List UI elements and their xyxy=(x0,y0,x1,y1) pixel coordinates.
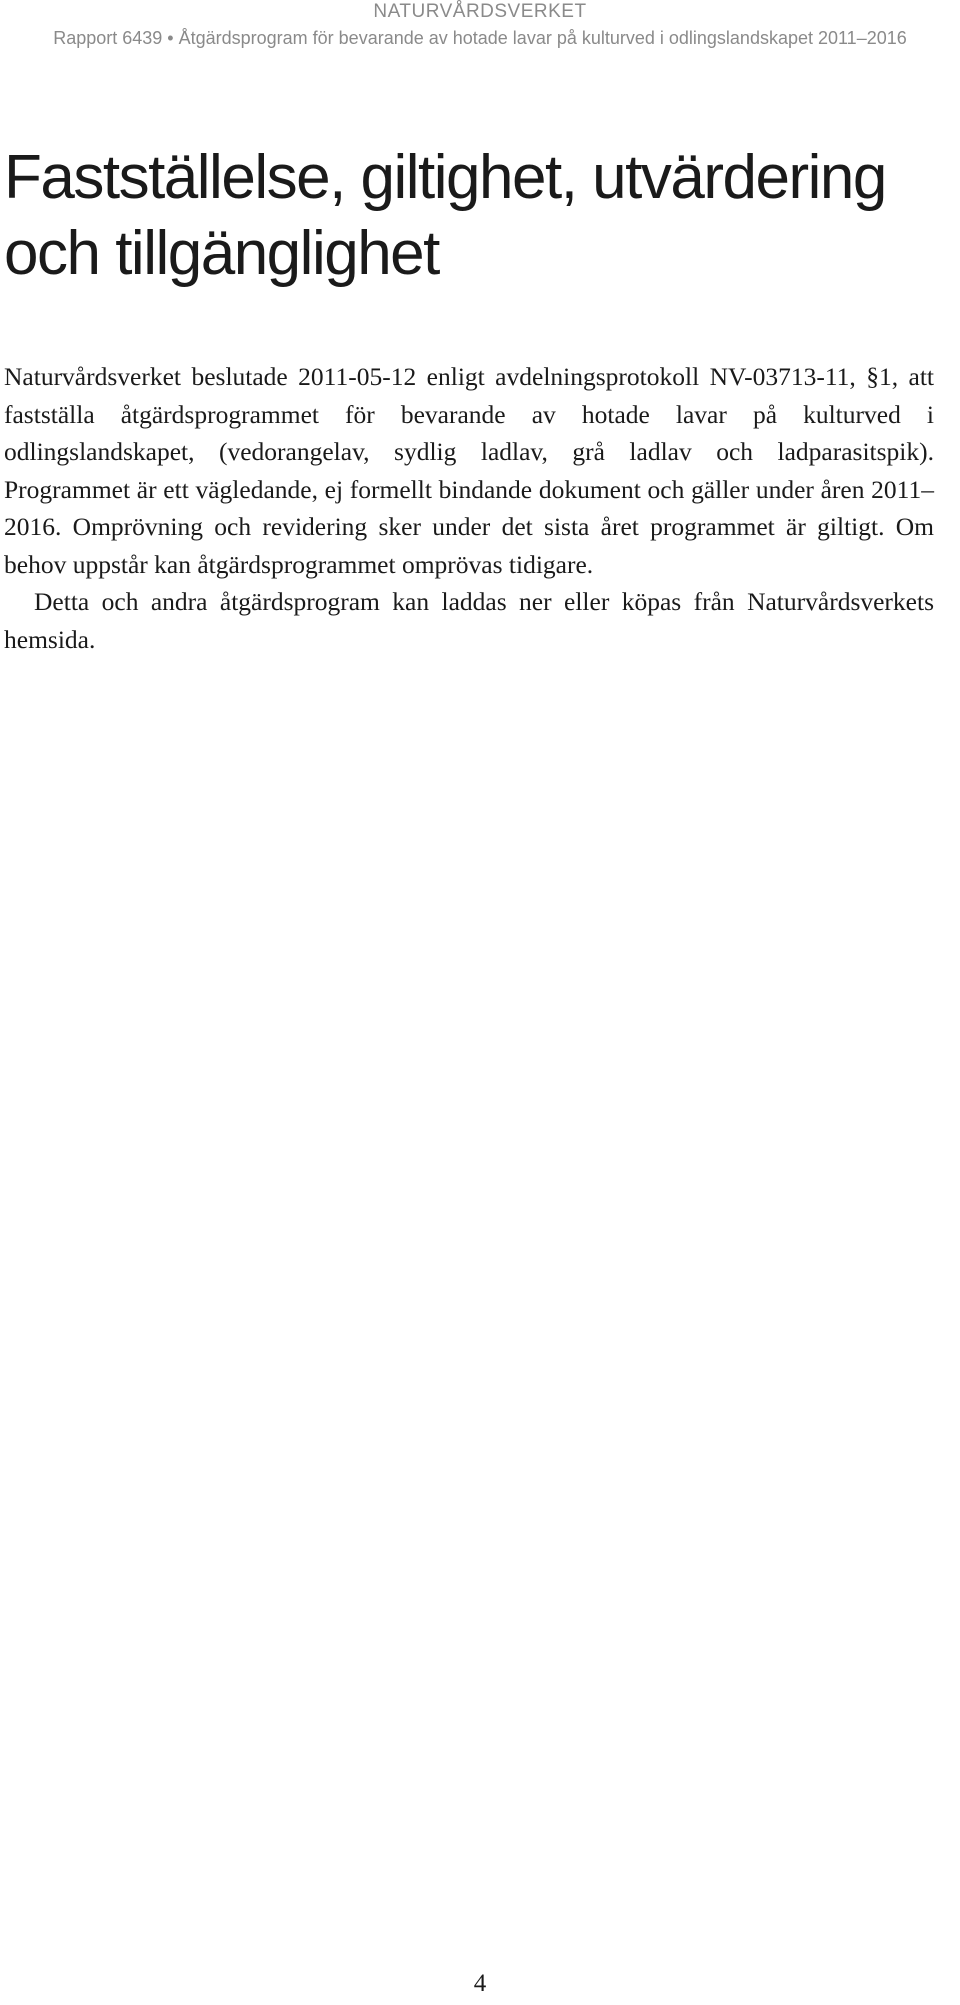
paragraph-availability: Detta och andra åtgärdsprogram kan laddas ner eller köpas från Naturvårdsverkets hemsida. xyxy=(4,587,934,654)
body-text xyxy=(4,358,934,658)
page-number: 4 xyxy=(473,1970,487,1997)
publisher-name: NATURVÅRDSVERKET xyxy=(373,1,587,22)
page-title: Fastställelse, giltighet, utvärdering och tillgänglighet xyxy=(4,143,886,288)
report-title-line: Rapport 6439 • Åtgärdsprogram för bevarande av hotade lavar på kulturved i odlingslandskapet 2011–2016 xyxy=(53,28,907,48)
paragraph-decision: Naturvårdsverket beslutade 2011-05-12 enligt avdelningsprotokoll NV-03713-11, §1, att fastställa åtgärdsprogrammet för bevarande av hotade lavar på kulturved i odlingslandskapet, (vedorangelav, sydlig ladlav, grå ladlav och ladparasitspik). Programmet är ett vägledande, ej formellt bindande dokument och gäller under åren 2011–2016. Omprövning och revidering sker under det sista året programmet är giltigt. Om behov uppstår kan åtgärdsprogrammet omprövas tidigare. xyxy=(4,362,934,579)
running-header xyxy=(0,0,960,51)
